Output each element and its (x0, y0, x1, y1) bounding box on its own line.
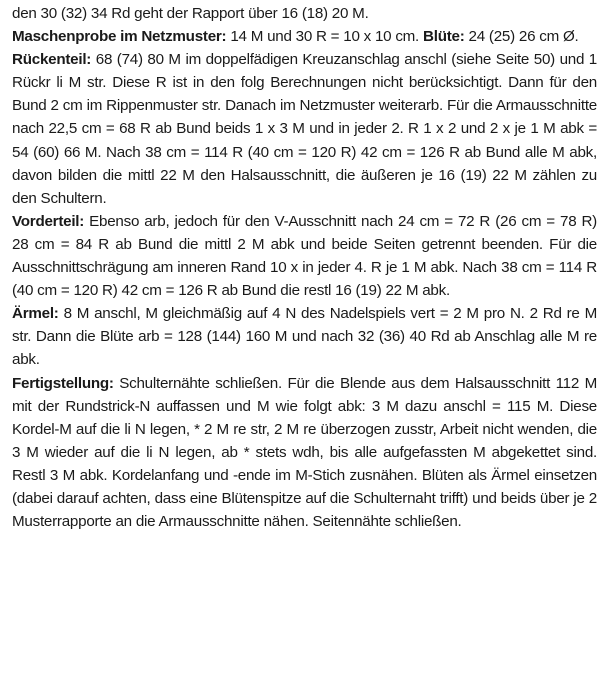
paragraph-fertigstellung-heading: Fertigstellung: (12, 374, 114, 392)
paragraph-maschenprobe (12, 25, 597, 48)
paragraph-rueckenteil-text: 68 (74) 80 M im doppelfädigen Kreuzanschlag anschl (siehe Seite 50) und 1 Rückr li M str. Diese R ist in den folg Berechnungen nicht berücksichtigt. Dann für den Bund 2 cm im Rippenmuster str. Danach im Netzmuster weiterarb. Für die Armausschnitte nach 22,5 cm = 68 R ab Bund beids 1 x 3 M und in jeder 2. R 1 x 2 und 2 x je 1 M abk = 54 (60) 66 M. Nach 38 cm = 114 R (40 cm = 120 R) 42 cm = 126 R ab Bund alle M abk, davon bilden die mittl 22 M den Halsausschnitt, die äußeren je 16 (19) 22 M zählen zu den Schultern. (12, 51, 597, 207)
paragraph-aermel-heading: Ärmel: (12, 305, 59, 323)
paragraph-fertigstellung (12, 372, 597, 534)
paragraph-rueckenteil-heading: Rückenteil: (12, 51, 92, 69)
paragraph-maschenprobe-heading: Maschenprobe im Netzmuster: (12, 28, 227, 46)
paragraph-rapport (12, 2, 597, 25)
paragraph-vorderteil-heading: Vorderteil: (12, 212, 85, 230)
paragraph-maschenprobe-text: 14 M und 30 R = 10 x 10 cm. (230, 28, 420, 46)
paragraph-bluete-heading: Blüte: (423, 28, 465, 46)
paragraph-vorderteil-text: Ebenso arb, jedoch für den V-Ausschnitt nach 24 cm = 72 R (26 cm = 78 R) 28 cm = 84 R ab Bund die mittl 2 M abk und beide Seiten getrennt beenden. Für die Ausschnittschrägung am inneren Rand 10 x in jeder 4. R je 1 M abk. Nach 38 cm = 114 R (40 cm = 120 R) 42 cm = 126 R ab Bund die restl 16 (19) 22 M abk. (12, 212, 597, 300)
paragraph-aermel (12, 302, 597, 371)
paragraph-rapport-text: den 30 (32) 34 Rd geht der Rapport über 16 (18) 20 M. (12, 5, 369, 22)
paragraph-bluete-text: 24 (25) 26 cm Ø. (468, 28, 579, 46)
paragraph-fertigstellung-text: Schulternähte schließen. Für die Blende aus dem Halsausschnitt 112 M mit der Rundstrick-N auffassen und M wie folgt abk: 3 M dazu anschl = 115 M. Diese Kordel-M auf die li N legen, * 2 M re str, 2 M re überzogen zusstr, Arbeit nicht wenden, die 3 M wieder auf die li N legen, ab * stets wdh, bis alle aufgefassten M abgekettet sind. Restl 3 M abk. Kordelanfang und -ende im M-Stich zusnähen. Blüten als Ärmel einsetzen (dabei darauf achten, dass eine Blütenspitze auf die Schulternaht trifft) und beids über je 2 Musterrapporte an die Armausschnitte nähen. Seitennähte schließen. (12, 374, 597, 531)
paragraph-vorderteil (12, 210, 597, 302)
paragraph-rueckenteil (12, 48, 597, 210)
paragraph-aermel-text: 8 M anschl, M gleichmäßig auf 4 N des Nadelspiels vert = 2 M pro N. 2 Rd re M str. Dann die Blüte arb = 128 (144) 160 M und nach 32 (36) 40 Rd ab Anschlag alle M re abk. (12, 305, 597, 369)
